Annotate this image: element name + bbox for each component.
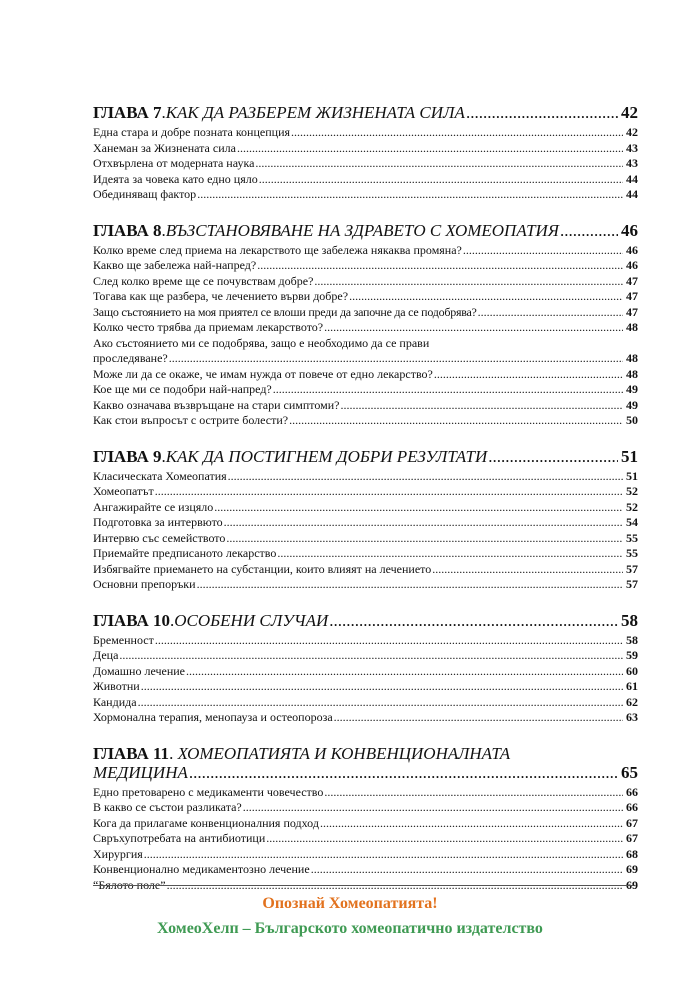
toc-entry[interactable]: Колко често трябва да приемам лекарството? ..... 48 — [93, 320, 638, 336]
chapter-page: 51 — [621, 446, 638, 466]
chapter-heading[interactable]: ГЛАВА 9 . КАК ДА ПОСТИГНЕМ ДОБРИ РЕЗУЛТАТИ ..... 51 — [93, 447, 638, 466]
chapter-heading[interactable]: ГЛАВА 7 . КАК ДА РАЗБЕРЕМ ЖИЗНЕНАТА СИЛА ..... 42 — [93, 103, 638, 122]
toc-entry[interactable]: Хирургия ..... 68 — [93, 847, 638, 863]
toc-entry[interactable]: Ханеман за Жизнената сила ..... 43 — [93, 141, 638, 157]
toc-entry[interactable]: “Бялото поле” ..... 69 — [93, 878, 638, 894]
chapter-title: ХОМЕОПАТИЯТА И КОНВЕНЦИОНАЛНАТА — [177, 743, 511, 763]
chapter-number: ГЛАВА 8 — [93, 220, 162, 240]
toc-entry[interactable]: Как стои въпросът с острите болести? ..... 50 — [93, 413, 638, 429]
toc-entry[interactable]: Защо състоянието на моя приятел се влоши преди да започне да се подобрява? ..... 47 — [93, 305, 638, 321]
chapter-heading[interactable]: ГЛАВА 11. ХОМЕОПАТИЯТА И КОНВЕНЦИОНАЛНАТА МЕДИЦИНА ..... 65 — [93, 744, 638, 782]
toc-entry[interactable]: Конвенционално медикаментозно лечение ..... 69 — [93, 862, 638, 878]
table-of-contents — [93, 103, 638, 911]
chapter-title-continued: МЕДИЦИНА — [93, 762, 188, 782]
toc-entry[interactable]: Кое ще ми се подобри най-напред? ..... 49 — [93, 382, 638, 398]
chapter-number: ГЛАВА 7 — [93, 103, 162, 122]
chapter-heading[interactable]: ГЛАВА 10 . ОСОБЕНИ СЛУЧАИ ..... 58 — [93, 611, 638, 630]
chapter-number: ГЛАВА 9 — [93, 446, 162, 466]
toc-entry[interactable]: Интервю със семейството ..... 55 — [93, 531, 638, 547]
toc-entry[interactable]: Хомеопатът ..... 52 — [93, 484, 638, 500]
chapter-9 — [93, 447, 638, 593]
toc-entry[interactable]: Домашно лечение ..... 60 — [93, 664, 638, 680]
toc-entry[interactable]: Деца ..... 59 — [93, 648, 638, 664]
toc-entry[interactable]: След колко време ще се почувствам добре? ..... 47 — [93, 274, 638, 290]
toc-entry[interactable]: Тогава как ще разбера, че лечението върви добре? ..... 47 — [93, 289, 638, 305]
footer-publisher: ХомеоХелп – Българското хомеопатично издателство — [157, 920, 543, 937]
toc-entry[interactable]: Колко време след приема на лекарството ще забележа някаква промяна? ..... 46 — [93, 243, 638, 259]
chapter-page: 65 — [621, 762, 638, 782]
toc-entry[interactable]: Кандида ..... 62 — [93, 695, 638, 711]
toc-entry[interactable]: Ако състоянието ми се подобрява, защо е необходимо да се прави проследяване? ..... 48 — [93, 336, 638, 367]
toc-entry[interactable]: Една стара и добре позната концепция ..... 42 — [93, 125, 638, 141]
toc-entry[interactable]: Отхвърлена от модерната наука ..... 43 — [93, 156, 638, 172]
toc-entry[interactable]: Подготовка за интервюто ..... 54 — [93, 515, 638, 531]
toc-entry[interactable]: Едно претоварено с медикаменти човечество ..... 66 — [93, 785, 638, 801]
chapter-page: 58 — [621, 610, 638, 630]
toc-entry[interactable]: Класическата Хомеопатия ..... 51 — [93, 469, 638, 485]
page-footer — [0, 893, 700, 940]
toc-entry[interactable]: Приемайте предписаното лекарство ..... 55 — [93, 546, 638, 562]
toc-entry[interactable]: В какво се състои разликата? ..... 66 — [93, 800, 638, 816]
footer-slogan: Опознай Хомеопатията! — [262, 895, 438, 912]
chapter-title: КАК ДА ПОСТИГНЕМ ДОБРИ РЕЗУЛТАТИ — [165, 446, 488, 466]
toc-entry[interactable]: Ангажирайте се изцяло ..... 52 — [93, 500, 638, 516]
chapter-number: ГЛАВА 10 — [93, 610, 170, 630]
toc-entry[interactable]: Хормонална терапия, менопауза и остеопороза ..... 63 — [93, 710, 638, 726]
chapter-10 — [93, 611, 638, 726]
toc-entry[interactable]: Обединяващ фактор ..... 44 — [93, 187, 638, 203]
toc-entry[interactable]: Животни ..... 61 — [93, 679, 638, 695]
chapter-title: КАК ДА РАЗБЕРЕМ ЖИЗНЕНАТА СИЛА — [165, 103, 465, 122]
chapter-title: ВЪЗСТАНОВЯВАНЕ НА ЗДРАВЕТО С ХОМЕОПАТИЯ — [165, 220, 559, 240]
footer-divider — [93, 885, 633, 886]
chapter-page: 46 — [621, 220, 638, 240]
toc-entry[interactable]: Основни препоръки ..... 57 — [93, 577, 638, 593]
toc-entry[interactable]: Избягвайте приемането на субстанции, които влияят на лечението ..... 57 — [93, 562, 638, 578]
chapter-number: ГЛАВА 11 — [93, 743, 170, 763]
toc-entry[interactable]: Какво ще забележа най-напред? ..... 46 — [93, 258, 638, 274]
toc-entry[interactable]: Какво означава възвръщане на стари симптоми? ..... 49 — [93, 398, 638, 414]
toc-entry[interactable]: Идеята за човека като едно цяло ..... 44 — [93, 172, 638, 188]
chapter-title: ОСОБЕНИ СЛУЧАИ — [174, 610, 329, 630]
toc-entry[interactable]: Бременност ..... 58 — [93, 633, 638, 649]
chapter-7 — [93, 103, 638, 203]
toc-entry[interactable]: Кога да прилагаме конвенционалния подход ..... 67 — [93, 816, 638, 832]
toc-entry[interactable]: Може ли да се окаже, че имам нужда от повече от едно лекарство? ..... 48 — [93, 367, 638, 383]
chapter-8 — [93, 221, 638, 429]
toc-entry[interactable]: Свръхупотребата на антибиотици ..... 67 — [93, 831, 638, 847]
chapter-page: 42 — [621, 103, 638, 122]
chapter-11 — [93, 744, 638, 894]
chapter-heading[interactable]: ГЛАВА 8 . ВЪЗСТАНОВЯВАНЕ НА ЗДРАВЕТО С ХОМЕОПАТИЯ ..... 46 — [93, 221, 638, 240]
